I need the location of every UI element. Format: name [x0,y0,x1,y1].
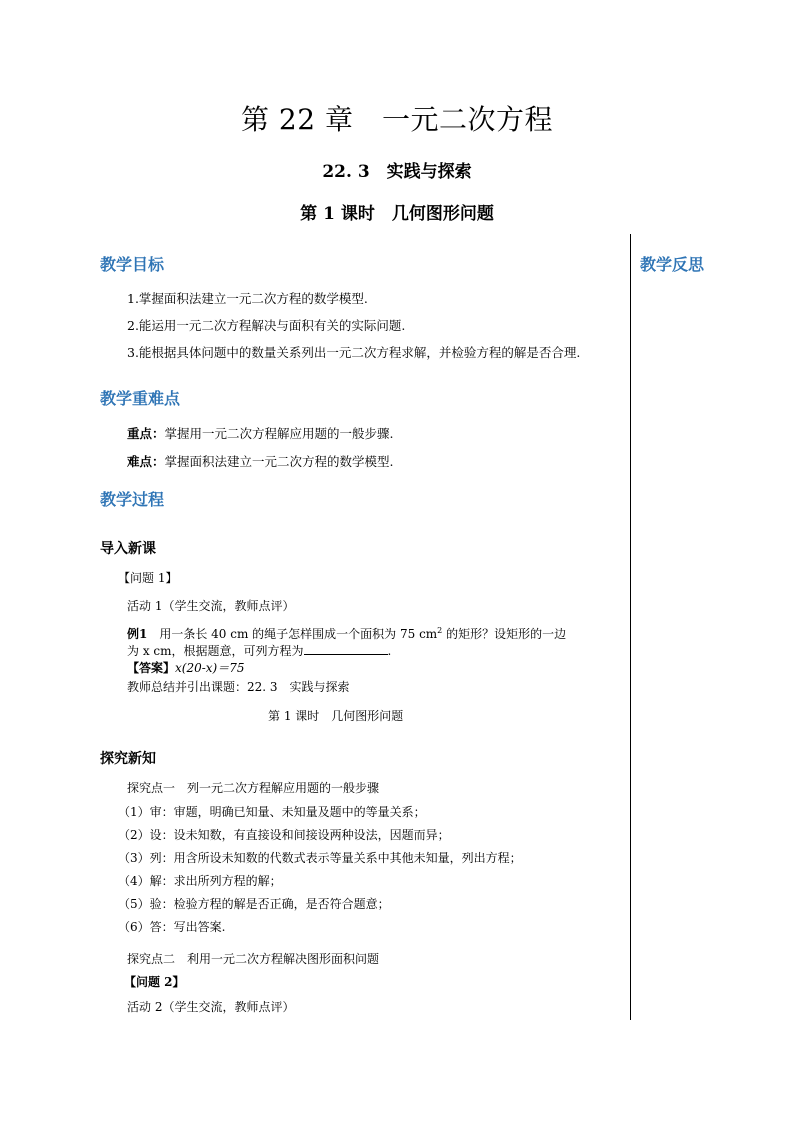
chapter-title: 第 22 章 一元二次方程 [241,103,553,136]
example-text-2: 为 x cm，根据题意，可列方程为 [127,644,304,658]
difficulty-text: 掌握面积法建立一元二次方程的数学模型. [164,454,394,469]
example-sup: 2 [437,626,443,635]
objective-item: 3.能根据具体问题中的数量关系列出一元二次方程求解，并检验方程的解是否合理. [127,345,581,360]
difficulty-label: 难点： [127,454,165,469]
reflection-heading: 教学反思 [640,255,705,274]
process-heading: 教学过程 [100,490,165,509]
answer-text: x(20-x)＝75 [175,661,245,675]
answer-label: 【答案】 [127,661,176,675]
explore-heading: 探究新知 [100,751,156,767]
explore-point-1: 探究点一 列一元二次方程解应用题的一般步骤 [127,781,380,795]
focus-label: 重点： [127,426,165,441]
step-item: （3）列：用含所设未知数的代数式表示等量关系中其他未知量，列出方程； [118,851,522,865]
focus-text: 掌握用一元二次方程解应用题的一般步骤. [164,426,394,441]
focus-line [127,424,394,442]
step-item: （6）答：写出答案. [118,920,226,934]
example-line-2 [127,642,391,659]
objective-item: 2.能运用一元二次方程解决与面积有关的实际问题. [127,318,406,333]
difficulty-line [127,452,394,470]
example-text-1b: 的矩形？设矩形的一边 [442,627,567,641]
question-1: 【问题 1】 [118,571,178,585]
summary-subtitle: 第 1 课时 几何图形问题 [268,709,404,723]
answer-line [127,659,245,676]
step-item: （2）设：设未知数，有直接设和间接设两种设法，因题而异； [118,828,450,842]
column-divider [630,234,631,1020]
step-item: （1）审：审题，明确已知量、未知量及题中的等量关系； [118,805,426,819]
explore-point-2: 探究点二 利用一元二次方程解决图形面积问题 [127,952,380,966]
objectives-heading: 教学目标 [100,255,165,274]
example-end: . [387,644,392,658]
example-label: 例1 [127,627,148,641]
example-text-1a: 用一条长 40 cm 的绳子怎样围成一个面积为 75 cm [147,627,438,641]
objective-item: 1.掌握面积法建立一元二次方程的数学模型. [127,291,368,306]
step-item: （4）解：求出所列方程的解； [118,874,282,888]
summary-line: 教师总结并引出课题：22. 3 实践与探索 [127,680,350,694]
key-points-heading: 教学重难点 [100,389,181,408]
question-2: 【问题 2】 [124,975,185,989]
lesson-title: 第 1 课时 几何图形问题 [300,204,494,224]
intro-heading: 导入新课 [100,541,156,557]
answer-blank [304,642,388,655]
example-line-1 [127,625,566,642]
activity-1: 活动 1（学生交流，教师点评） [127,599,295,613]
section-title: 22. 3 实践与探索 [322,162,472,182]
activity-2: 活动 2（学生交流，教师点评） [127,1000,295,1014]
step-item: （5）验：检验方程的解是否正确，是否符合题意； [118,897,390,911]
